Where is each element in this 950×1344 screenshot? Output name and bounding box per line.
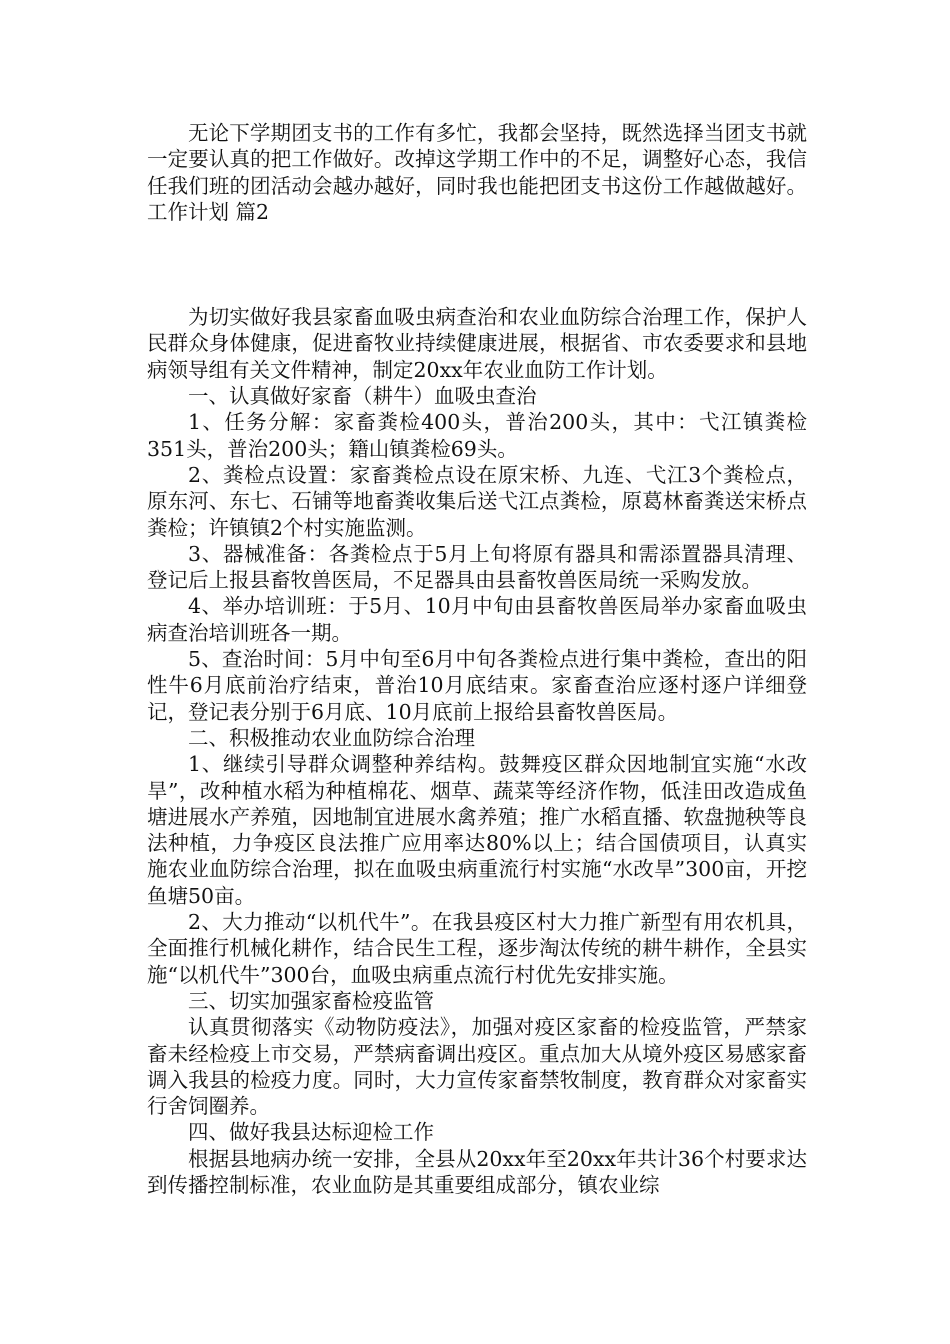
paragraph: 2、粪检点设置：家畜粪检点设在原宋桥、九连、弋江3个粪检点，原东河、东七、石铺等地畜粪收集后送弋江点粪检，原葛林畜粪送宋桥点粪检；许镇镇2个村实施监测。	[147, 462, 807, 540]
paragraph: 根据县地病办统一安排，全县从20xx年至20xx年共计36个村要求达到传播控制标准，农业血防是其重要组成部分，镇农业综	[147, 1146, 807, 1197]
paragraph: 认真贯彻落实《动物防疫法》，加强对疫区家畜的检疫监管，严禁家畜未经检疫上市交易，严禁病畜调出疫区。重点加大从境外疫区易感家畜调入我县的检疫力度。同时，大力宣传家畜禁牧制度，教育群众对家畜实行舍饲圈养。	[147, 1015, 807, 1119]
section-heading: 四、做好我县达标迎检工作	[188, 1120, 434, 1145]
section-heading: 二、积极推动农业血防综合治理	[188, 725, 475, 750]
paragraph: 无论下学期团支书的工作有多忙，我都会坚持，既然选择当团支书就一定要认真的把工作做好。改掉这学期工作中的不足，调整好心态，我信任我们班的团活动会越办越好，同时我也能把团支书这份工作越做越好。工作计划 篇2	[147, 121, 807, 224]
paragraph: 5、查治时间：5月中旬至6月中旬各粪检点进行集中粪检，查出的阳性牛6月底前治疗结束，普治10月底结束。家畜查治应逐村逐户详细登记，登记表分别于6月底、10月底前上报给县畜牧兽医局。	[147, 647, 807, 724]
paragraph: 1、继续引导群众调整种养结构。鼓舞疫区群众因地制宜实施“水改旱”，改种植水稻为种植棉花、烟草、蔬菜等经济作物，低洼田改造成鱼塘进展水产养殖，因地制宜进展水禽养殖；推广水稻直播、软盘抛秧等良法种植，力争疫区良法推广应用率达80%以上；结合国债项目，认真实施农业血防综合治理，拟在血吸虫病重流行村实施“水改旱”300亩，开挖鱼塘50亩。	[147, 752, 807, 908]
section-heading: 三、切实加强家畜检疫监管	[188, 988, 434, 1013]
paragraph: 3、器械准备：各粪检点于5月上旬将原有器具和需添置器具清理、登记后上报县畜牧兽医局，不足器具由县畜牧兽医局统一采购发放。	[147, 541, 807, 593]
document-page	[147, 120, 807, 1198]
paragraph: 4、举办培训班：于5月、10月中旬由县畜牧兽医局举办家畜血吸虫病查治培训班各一期。	[147, 594, 807, 645]
paragraph: 2、大力推动“以机代牛”。在我县疫区村大力推广新型有用农机具，全面推行机械化耕作，结合民生工程，逐步淘汰传统的耕牛耕作，全县实施“以机代牛”300台，血吸虫病重点流行村优先安排实施。	[147, 910, 807, 987]
paragraph: 1、任务分解：家畜粪检400头，普治200头，其中：弋江镇粪检351头，普治200头；籍山镇粪检69头。	[147, 410, 807, 461]
section-heading: 一、认真做好家畜（耕牛）血吸虫查治	[188, 384, 537, 409]
paragraph-gap	[147, 225, 807, 304]
paragraph: 为切实做好我县家畜血吸虫病查治和农业血防综合治理工作，保护人民群众身体健康，促进畜牧业持续健康进展，根据省、市农委要求和县地病领导组有关文件精神，制定20xx年农业血防工作计划。	[147, 305, 807, 382]
